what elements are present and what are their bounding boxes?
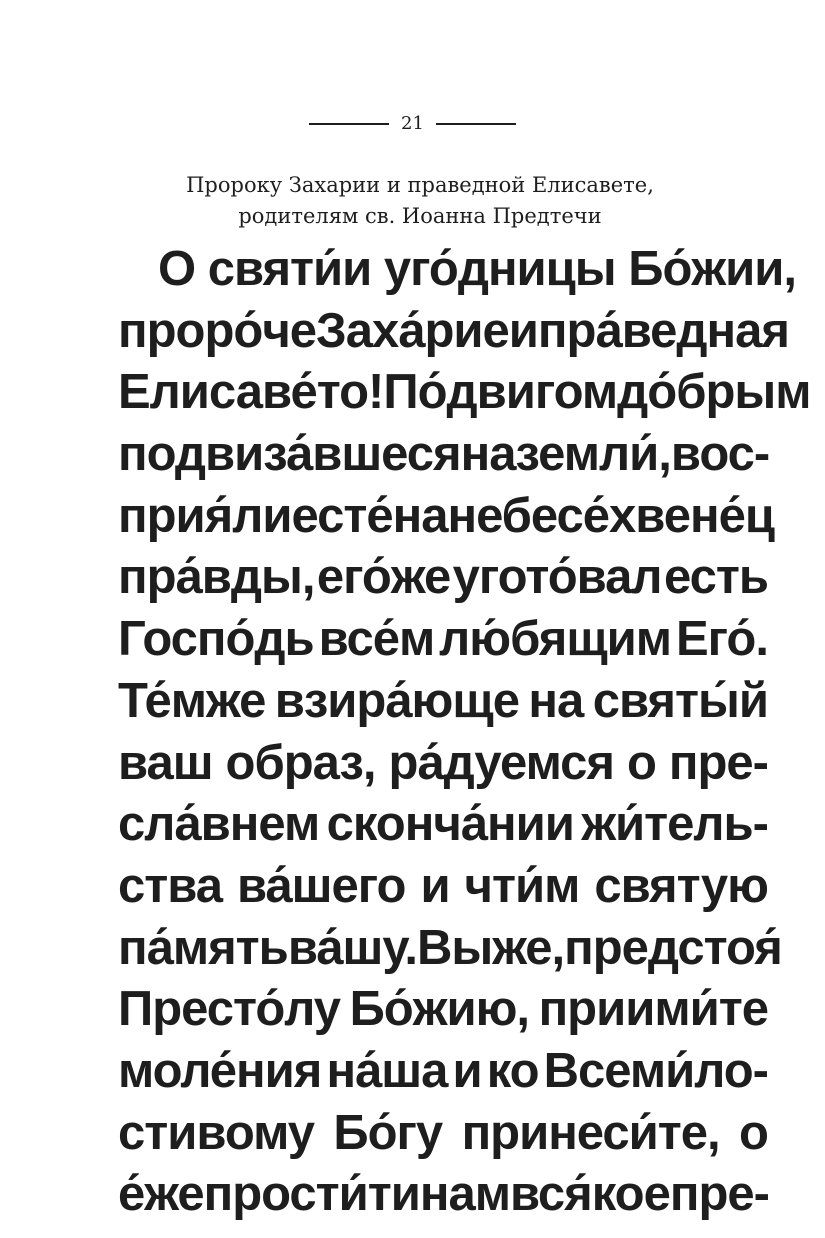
prayer-word: Вы [416,920,493,975]
prayer-word: Госпо́дь [118,612,314,667]
prayer-line [118,1164,768,1226]
prayer-word: ва́шего [236,858,406,913]
prayer-word: о [739,1105,768,1160]
prayer-word: ра́дуемся [388,735,615,790]
prayer-word: Елисаве́то! [118,365,384,420]
prayer-word: вене́ц [635,488,774,543]
prayer-line [118,918,782,980]
page-header [0,112,825,136]
prayer-line [118,1041,768,1103]
prayer-line [118,979,768,1041]
prayer-line [118,301,789,363]
prayer-word: моле́ния [118,1043,322,1098]
prayer-word: пре- [669,1167,769,1222]
prayer-word: проро́че [118,303,317,358]
prayer-line [118,547,768,609]
prayer-body [118,239,811,1226]
prayer-word: вся́кое [510,1167,670,1222]
prayer-line [118,856,768,918]
prayer-heading-line-1: Пророку Захарии и праведной Елисавете, [186,173,654,197]
prayer-word: прости́ти [203,1167,420,1222]
prayer-word: вос- [670,427,770,482]
prayer-heading-line-2: родителям св. Иоанна Предтечи [238,204,602,228]
prayer-word: Его́. [675,612,768,667]
prayer-line [118,794,768,856]
header-rule-left [309,123,389,125]
prayer-word: на [392,488,448,543]
prayer-line [118,1103,768,1165]
prayer-line [118,239,797,301]
prayer-word: ва́шу. [287,920,417,975]
prayer-word: чти́м [464,858,580,913]
prayer-word: есть [664,550,768,605]
prayer-word: пре- [668,735,768,790]
prayer-word: ко [486,1043,539,1098]
prayer-word: на [460,427,516,482]
prayer-word: лю́бящим [439,612,672,667]
prayer-word: ства [118,858,222,913]
prayer-word: же, [492,920,565,975]
prayer-word: прия́ли [118,488,292,543]
prayer-word: сконча́нии [326,797,574,852]
prayer-word: жи́тель- [581,797,768,852]
prayer-word: стивому [118,1105,314,1160]
prayer-word: и [452,1043,482,1098]
prayer-word: есте́ [291,488,393,543]
prayer-word: Заха́рие [316,303,509,358]
prayer-word: о [626,735,656,790]
prayer-word: образ, [225,735,376,790]
prayer-line [118,362,811,424]
prayer-word: е́же [118,1167,204,1222]
header-rule-right [436,123,516,125]
prayer-word: святы́й [592,673,768,728]
prayer-word: все́м [318,612,435,667]
prayer-word: и [420,858,450,913]
prayer-word: нам [419,1167,511,1222]
prayer-word: небесе́х [447,488,636,543]
prayer-word: Те́мже [118,673,266,728]
prayer-word: пра́вды, [118,550,315,605]
prayer-word: земли́, [515,427,671,482]
prayer-word: предстоя́ [564,920,782,975]
prayer-word: ваш [118,735,213,790]
prayer-word: приими́те [538,982,768,1037]
prayer-word: Бо́гу [333,1105,443,1160]
prayer-word: до́брым [617,365,811,420]
prayer-word: Престо́лу [118,982,341,1037]
prayer-word: взира́юще [274,673,519,728]
prayer-word: угото́вал [452,550,662,605]
prayer-word: пра́ведная [537,303,789,358]
prayer-word: По́двигом [383,365,618,420]
prayer-word: и [508,303,538,358]
prayer-word: па́мять [118,920,288,975]
prayer-line [118,424,768,486]
prayer-word: его́же [316,550,451,605]
prayer-word: сла́внем [118,797,320,852]
prayer-word: подвиза́вшеся [118,427,461,482]
prayer-line [118,733,768,795]
prayer-word: на́ша [326,1043,448,1098]
prayer-word: на [528,673,584,728]
prayer-word: О святи́и уго́дницы Бо́жии, [158,242,797,296]
prayer-word: Всеми́ло- [543,1043,768,1098]
prayer-word: Бо́жию, [349,982,530,1037]
prayer-line [118,486,774,548]
prayer-line [118,671,768,733]
prayer-word: принеси́те, [461,1105,720,1160]
prayer-line [118,609,768,671]
page-number: 21 [401,113,424,134]
prayer-word: святую [594,858,768,913]
prayer-heading [150,170,690,232]
